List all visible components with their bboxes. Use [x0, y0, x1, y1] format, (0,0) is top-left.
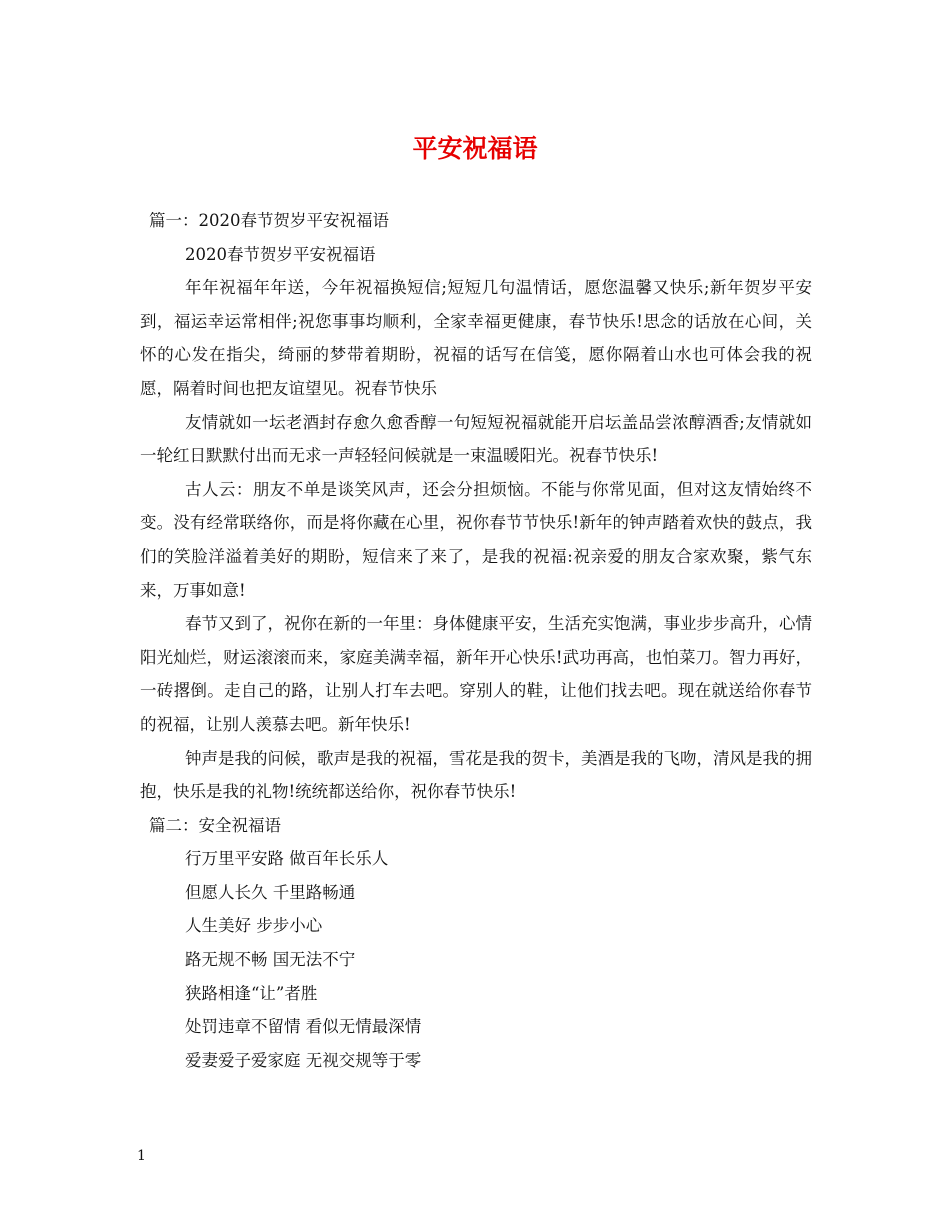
document-body [140, 204, 812, 1077]
section-1-subheading: 2020春节贺岁平安祝福语 [185, 244, 376, 264]
paragraph: 古人云：朋友不单是谈笑风声，还会分担烦恼。不能与你常见面，但对这友情始终不变。没有经常联络你，而是将你藏在心里，祝你春节节快乐!新年的钟声踏着欢快的鼓点，我们的笑脸洋溢着美好的期盼，短信来了来了，是我的祝福:祝亲爱的朋友合家欢聚，紫气东来，万事如意! [140, 479, 812, 600]
slogan-line: 处罚违章不留情 看似无情最深情 [185, 1017, 422, 1037]
document-title: 平安祝福语 [412, 134, 538, 163]
slogan-line: 人生美好 步步小心 [185, 916, 323, 936]
slogan-line: 路无规不畅 国无法不宁 [185, 950, 356, 970]
paragraph: 年年祝福年年送，今年祝福换短信;短短几句温情话，愿您温馨又快乐;新年贺岁平安到，福运幸运常相伴;祝您事事均顺利，全家幸福更健康，春节快乐!思念的话放在心间，关怀的心发在指尖，绮丽的梦带着期盼，祝福的话写在信笺，愿你隔着山水也可体会我的祝愿，隔着时间也把友谊望见。祝春节快乐 [140, 278, 812, 398]
slogan-line: 爱妻爱子爱家庭 无视交规等于零 [185, 1050, 422, 1070]
slogan-line: 狭路相逢“让”者胜 [185, 983, 318, 1003]
paragraph: 友情就如一坛老酒封存愈久愈香醇一句短短祝福就能开启坛盖品尝浓醇酒香;友情就如一轮红日默默付出而无求一声轻轻问候就是一束温暖阳光。祝春节快乐! [140, 412, 812, 466]
paragraph: 钟声是我的问候，歌声是我的祝福，雪花是我的贺卡，美酒是我的飞吻，清风是我的拥抱，快乐是我的礼物!统统都送给你，祝你春节快乐! [140, 748, 812, 802]
section-2-heading: 篇二：安全祝福语 [149, 815, 281, 835]
slogan-line: 但愿人长久 千里路畅通 [185, 882, 356, 902]
paragraph: 春节又到了，祝你在新的一年里：身体健康平安，生活充实饱满，事业步步高升，心情阳光灿烂，财运滚滚而来，家庭美满幸福，新年开心快乐!武功再高，也怕菜刀。智力再好，一砖撂倒。走自己的路，让别人打车去吧。穿别人的鞋，让他们找去吧。现在就送给你春节的祝福，让别人羡慕去吧。新年快乐! [140, 614, 812, 734]
slogan-line: 行万里平安路 做百年长乐人 [185, 849, 389, 869]
section-1-heading: 篇一：2020春节贺岁平安祝福语 [149, 211, 389, 230]
page-number: 1 [137, 1148, 146, 1164]
